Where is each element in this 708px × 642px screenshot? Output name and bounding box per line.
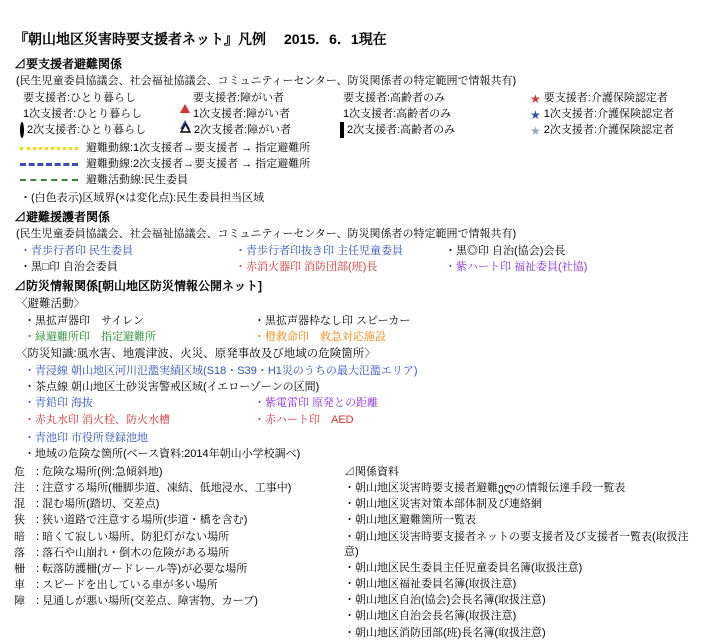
danger-definitions [14,465,344,642]
definition-row [14,465,344,480]
page-title-date: 2015．6．1現在 [284,31,387,47]
definition-key: 柵 [14,562,25,575]
definition-text: : 見通しが悪い場所(交差点、障害物、カーブ) [36,595,258,608]
section3-heading: ⊿防災情報関係[朝山地区防災情報公開ネット] [14,279,262,294]
bottom-columns [14,465,698,642]
section1-area-note: ・ (白色表示)区域界(×は変化点):民生委員担当区域 [20,191,698,206]
section2-item: ・ 黒□印 自治会委員 [20,260,235,275]
legend-item [340,91,530,106]
definition-key: 危 [14,465,25,478]
legend-item [530,91,708,106]
legend-label: 要支援者:介護保険認定者 [543,92,668,105]
legend-label: 要支援者:障がい者 [193,92,285,105]
reference-item: ・ 朝山地区民生委員主任児童委員名簿(取扱注意) [344,561,698,576]
star-outline-icon: ★ [530,123,541,138]
legend-item [20,91,180,106]
definition-text: : 危険な場所(例:急傾斜地) [36,465,163,478]
section3-group1 [24,314,698,345]
section2-item: ・ 黒◎印 自治(協会)会長 [445,244,698,259]
section3-item: ・ 青池印 市役所登録池地 [24,431,698,446]
section3-item: ・ 紫電雷印 原発との距離 [254,396,698,411]
square-outline-icon [340,123,344,138]
legend-item [340,123,530,138]
legend-item [340,107,530,122]
definition-key: 混 [14,498,25,511]
section3-sub2: 〈防災知識:風水害、地震津波、火災、原発事故及び地域の危険箇所〉 [16,348,376,361]
line-legend-label: 避難動線:2次支援者→要支援者 → 指定避難所 [86,157,311,170]
legend-item [530,123,708,138]
section2-items [20,244,698,275]
reference-item: ・ 朝山地区自治会長名簿(取扱注意) [344,609,698,624]
reference-item: ・ 朝山地区福祉委員名簿(取扱注意) [344,577,698,592]
definition-row [14,562,344,577]
legend-label: 要支援者:高齢者のみ [343,92,446,105]
definition-key: 暗 [14,530,25,543]
definition-row [14,546,344,561]
section3-item: ・ 青鉛印 海抜 [24,396,254,411]
line-legend-item [20,173,698,188]
section1-line-legend [20,141,698,189]
definition-row [14,481,344,496]
reference-item: ・ 朝山地区消防団部(班)長名簿(取扱注意) [344,626,698,641]
line-legend-label: 避難活動線:民生委員 [86,173,189,186]
section3-item: ・ 橙救命印 救急対応施設 [254,330,698,345]
definition-text: : スピードを出している車が多い場所 [36,579,218,592]
legend-label: 2次支援者:高齢者のみ [347,124,456,137]
section2-item: ・ 赤消火器印 消防団部(班)長 [235,260,445,275]
section2-item: ・ 青歩行者印抜き印 主任児童委員 [235,244,445,259]
section3-group2-row [24,396,698,429]
definition-text: : 混む場所(踏切、交差点) [36,498,160,511]
legend-label: 2次支援者:障がい者 [194,124,292,137]
section1-note: (民生児童委員協議会、社会福祉協議会、コミュニティーセンター、防災関係者の特定範囲で情報共有) [16,74,517,87]
definition-row [14,497,344,512]
section2-item: ・ 青歩行者印 民生委員 [20,244,235,259]
star-red-icon: ★ [530,91,541,106]
legend-item [530,107,708,122]
references-column [344,465,698,642]
section1-legend-grid [20,91,698,139]
definition-key: 狭 [14,514,25,527]
legend-label: 1次支援者:障がい者 [193,108,291,121]
legend-label: 1次支援者:高齢者のみ [343,108,452,121]
yellow-dotted-line-icon [20,147,78,150]
section3-group2 [24,364,698,462]
reference-item: ・ 朝山地区災害時要支援者ネットの要支援者及び支援者一覧表(取扱注意) [344,530,698,560]
definition-text: : 注意する場所(柵脚歩道、凍結、低地浸水、工事中) [36,482,292,495]
definition-key: 障 [14,595,25,608]
section3-item: ・ 黒拡声器印 サイレン [24,314,254,329]
legend-item [180,91,340,106]
section2-heading: ⊿避難援護者関係 [14,210,111,225]
triangle-blue-icon [180,107,190,122]
section2-note: (民生児童委員協議会、社会福祉協議会、コミュニティーセンター、防災関係者の特定範囲で情報共有) [16,227,517,240]
definition-row [14,530,344,545]
definition-row [14,594,344,609]
definition-row [14,578,344,593]
legend-label: 2次支援者:ひとり暮らし [27,124,147,137]
section3-item: ・ 黒拡声器枠なし印 スピーカー [254,314,698,329]
section3-item: ・ 赤ハート印 AED [254,413,698,428]
definition-row [14,513,344,528]
reference-item: ・ 朝山地区災害対策本部体制及び連絡網 [344,497,698,512]
legend-label: 1次支援者:介護保険認定者 [543,108,674,121]
ring-black-icon [20,123,24,138]
definition-text: : 暗くて寂しい場所、防犯灯がない場所 [36,530,230,543]
section3-item: ・ 赤丸水印 消火栓、防火水槽 [24,413,254,428]
reference-item: ・ 朝山地区自治(協会)会長名簿(取扱注意) [344,593,698,608]
line-legend-label: 避難動線:1次支援者→要支援者 → 指定避難所 [86,141,311,154]
section1-heading: ⊿要支援者避難関係 [14,57,123,72]
legend-label: 1次支援者:ひとり暮らし [23,108,143,121]
blue-dashed-line-icon [20,163,78,166]
section3-item: ・ 緑避難所印 指定避難所 [24,330,254,345]
page-title-text: 『朝山地区災害時要支援者ネット』凡例 [14,31,266,47]
definition-text: : 転落防護柵(ガードレール等)が必要な場所 [36,562,248,575]
section3-item: ・ 青浸線 朝山地区河川氾濫実績区域(S18・S39・H1災のうちの最大氾濫エリア) [24,364,698,379]
legend-label: 要支援者:ひとり暮らし [23,92,137,105]
definition-key: 車 [14,579,25,592]
page-title [14,30,698,49]
legend-label: 2次支援者:介護保険認定者 [543,124,674,137]
definition-key: 落 [14,546,25,559]
references-heading: ⊿関係資料 [344,465,399,478]
legend-item [20,107,180,122]
triangle-outline-icon [180,123,191,138]
line-legend-item [20,141,698,156]
legend-item [20,123,180,138]
reference-item: ・ 朝山地区避難箇所一覧表 [344,513,698,528]
line-legend-item [20,157,698,172]
legend-item [180,123,340,138]
triangle-red-icon [180,91,190,106]
star-blue-icon: ★ [530,107,541,122]
reference-item: ・ 朝山地区災害時要支援者避難ელの情報伝達手段一覧表 [344,481,698,496]
legend-item [180,107,340,122]
definition-text: : 狭い道路で注意する場所(歩道・橋を含む) [36,514,248,527]
danger-places-note: ・地域の危険な箇所(ベース資料:2014年朝山小学校調べ) [24,447,301,460]
section2-item: ・ 紫ハート印 福祉委員(社協) [445,260,698,275]
section3-item: ・ 茶点線 朝山地区土砂災害警戒区域(イエローゾーンの区間) [24,380,698,395]
definition-text: : 落石や山崩れ・倒木の危険がある場所 [36,546,230,559]
section3-sub1: 〈避難活動〉 [16,297,85,310]
definition-key: 注 [14,482,25,495]
green-dashed-line-icon [20,179,78,181]
